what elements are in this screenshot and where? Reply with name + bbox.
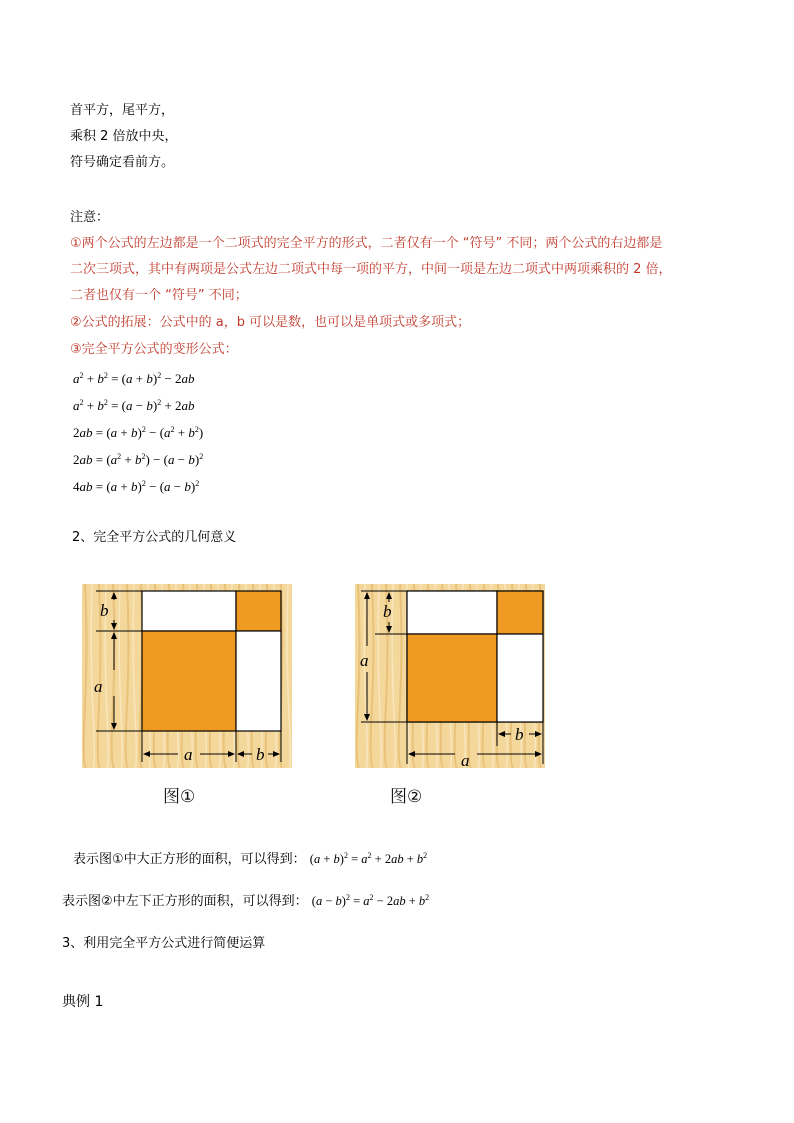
figure-1-caption: 图① — [163, 787, 196, 807]
mnemonic-line-3: 符号确定看前方。 — [70, 155, 175, 170]
note-point-1-line-3: 二者也仅有一个 “符号” 不同； — [70, 288, 248, 303]
description-2-text: 表示图②中左下正方形的面积，可以得到： — [62, 894, 308, 909]
note-point-1-line-1: ①两个公式的左边都是一个二项式的完全平方的形式，二者仅有一个 “符号” 不同；两个公式的右边都是 — [70, 236, 663, 251]
section-3-title: 3、利用完全平方公式进行简便运算 — [62, 936, 266, 951]
fig1-right-rect — [236, 631, 281, 731]
description-2-equation: $(a - b)^2 = a^2 - 2ab + b^2$ — [311, 893, 430, 908]
mnemonic-line-1: 首平方，尾平方， — [70, 103, 175, 118]
fig1-top-rect — [142, 591, 236, 631]
section-2-title: 2、完全平方公式的几何意义 — [72, 530, 237, 545]
note-point-2: ②公式的拓展：公式中的 a，b 可以是数，也可以是单项式或多项式； — [70, 315, 471, 330]
fig2-lower-left-square — [407, 634, 497, 722]
figure-2 — [355, 584, 545, 768]
fig2-top-rect — [407, 591, 497, 634]
fig1-big-square — [142, 631, 236, 731]
fig1-label-b-horizontal: b — [256, 745, 265, 764]
description-1-equation: $(a + b)^2 = a^2 + 2ab + b^2$ — [309, 851, 428, 866]
description-2 — [62, 893, 429, 910]
figure-1 — [82, 584, 292, 768]
fig2-label-b-horizontal: b — [515, 725, 524, 744]
formula-2: $a^2 + b^2 = (a - b)^2 + 2ab$ — [73, 398, 195, 413]
fig2-label-a-horizontal: a — [461, 751, 470, 768]
fig2-small-square — [497, 591, 543, 634]
fig1-small-square — [236, 591, 281, 631]
formula-4: $2ab = (a^2 + b^2) - (a - b)^2$ — [73, 452, 204, 467]
fig2-label-b-vertical: b — [383, 602, 392, 621]
mnemonic-line-2: 乘积 2 倍放中央， — [70, 129, 178, 144]
figure-2-caption: 图② — [390, 787, 423, 807]
fig1-label-a-horizontal: a — [184, 745, 193, 764]
description-1 — [73, 851, 427, 868]
description-1-text: 表示图①中大正方形的面积，可以得到： — [73, 852, 306, 867]
fig1-label-a-vertical: a — [94, 677, 103, 696]
example-title: 典例 1 — [62, 994, 104, 1010]
note-point-3: ③完全平方公式的变形公式： — [70, 342, 238, 357]
fig1-label-b-vertical: b — [100, 601, 109, 620]
note-point-1-line-2: 二次三项式，其中有两项是公式左边二项式中每一项的平方，中间一项是左边二项式中两项乘积的 2 倍， — [70, 262, 672, 277]
formula-3: $2ab = (a + b)^2 - (a^2 + b^2)$ — [73, 425, 204, 440]
formula-5: $4ab = (a + b)^2 - (a - b)^2$ — [73, 479, 200, 494]
formula-1: $a^2 + b^2 = (a + b)^2 - 2ab$ — [73, 371, 195, 386]
note-heading: 注意： — [70, 210, 110, 225]
fig2-label-a-vertical: a — [360, 651, 369, 670]
fig2-right-rect — [497, 634, 543, 722]
